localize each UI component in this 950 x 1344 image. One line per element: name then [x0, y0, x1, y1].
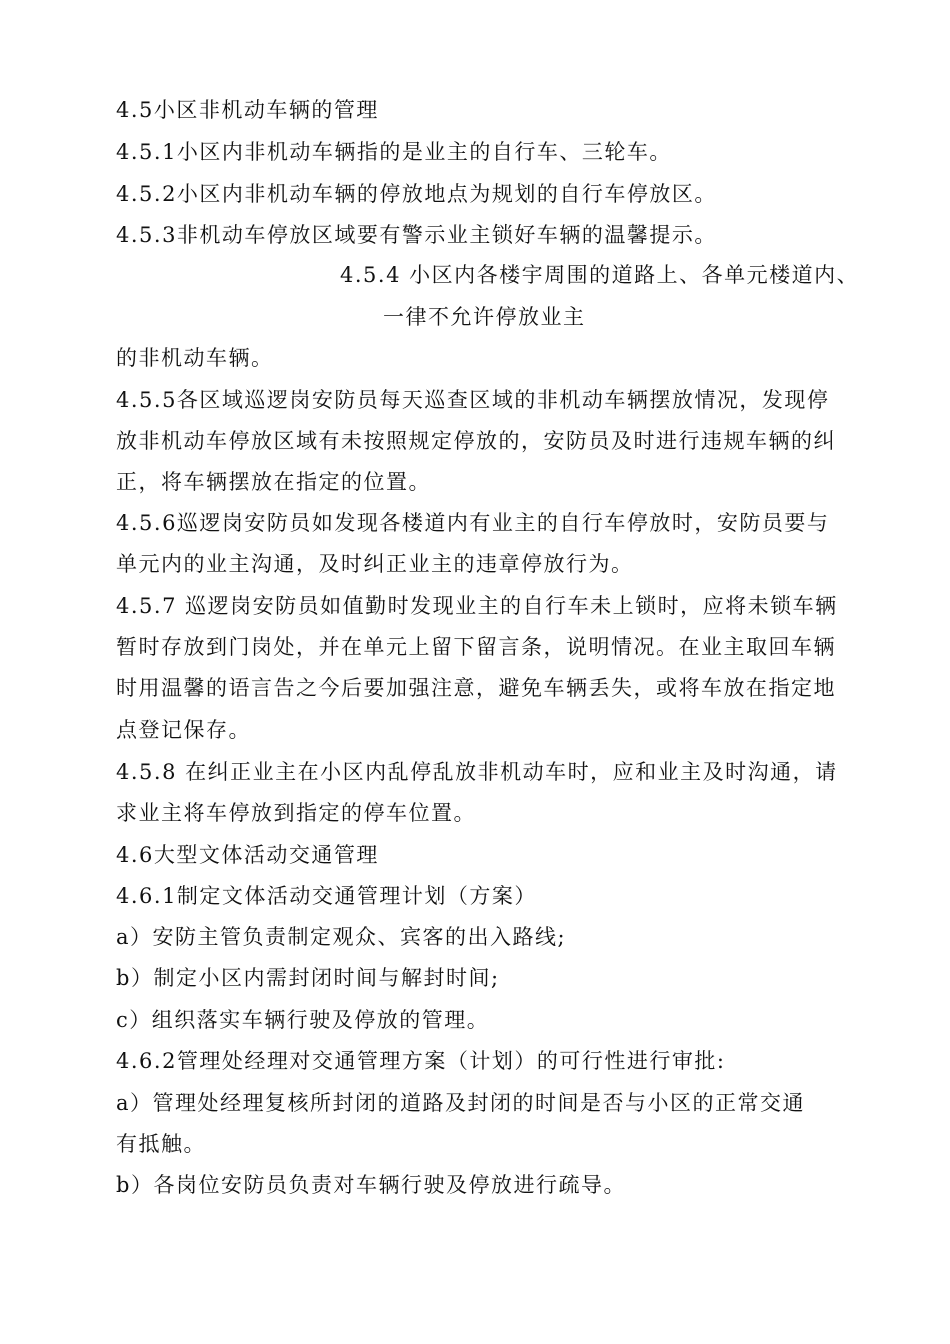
heading-4-6: 4.6大型文体活动交通管理	[116, 843, 379, 867]
paragraph-4-5-5-line-1: 4.5.5各区域巡逻岗安防员每天巡查区域的非机动车辆摆放情况，发现停	[116, 388, 830, 412]
paragraph-4-5-5-line-3: 正，将车辆摆放在指定的位置。	[116, 470, 431, 494]
paragraph-4-5-7-line-4: 点登记保存。	[116, 718, 251, 742]
paragraph-4-5-4-line-3: 的非机动车辆。	[116, 346, 274, 370]
paragraph-4-5-5-line-2: 放非机动车停放区域有未按照规定停放的，安防员及时进行违规车辆的纠	[116, 429, 836, 453]
paragraph-4-5-4-line-2: 一律不允许停放业主	[383, 305, 586, 329]
paragraph-4-5-8-line-2: 求业主将车停放到指定的停车位置。	[116, 801, 476, 825]
paragraph-4-5-4-line-1: 4.5.4 小区内各楼宇周围的道路上、各单元楼道内、	[340, 263, 860, 287]
list-item-a-2-line-1: a）管理处经理复核所封闭的道路及封闭的时间是否与小区的正常交通	[116, 1091, 806, 1115]
paragraph-4-5-1: 4.5.1小区内非机动车辆指的是业主的自行车、三轮车。	[116, 140, 672, 164]
paragraph-4-5-6-line-2: 单元内的业主沟通，及时纠正业主的违章停放行为。	[116, 552, 634, 576]
paragraph-4-5-7-line-2: 暂时存放到门岗处，并在单元上留下留言条，说明情况。在业主取回车辆	[116, 635, 836, 659]
heading-4-5: 4.5小区非机动车辆的管理	[116, 98, 379, 122]
paragraph-4-5-7-line-1: 4.5.7 巡逻岗安防员如值勤时发现业主的自行车未上锁时，应将未锁车辆	[116, 594, 838, 618]
list-item-b-2: b）各岗位安防员负责对车辆行驶及停放进行疏导。	[116, 1173, 626, 1197]
list-item-a-1: a）安防主管负责制定观众、宾客的出入路线;	[116, 925, 567, 949]
list-item-b-1: b）制定小区内需封闭时间与解封时间;	[116, 966, 500, 990]
paragraph-4-5-2: 4.5.2小区内非机动车辆的停放地点为规划的自行车停放区。	[116, 182, 717, 206]
list-item-a-2-line-2: 有抵触。	[116, 1132, 206, 1156]
paragraph-4-5-6-line-1: 4.5.6巡逻岗安防员如发现各楼道内有业主的自行车停放时，安防员要与	[116, 511, 830, 535]
paragraph-4-5-8-line-1: 4.5.8 在纠正业主在小区内乱停乱放非机动车时，应和业主及时沟通，请	[116, 760, 838, 784]
paragraph-4-5-3: 4.5.3非机动车停放区域要有警示业主锁好车辆的温馨提示。	[116, 223, 717, 247]
paragraph-4-6-1: 4.6.1制定文体活动交通管理计划（方案）	[116, 884, 537, 908]
paragraph-4-6-2: 4.6.2管理处经理对交通管理方案（计划）的可行性进行审批:	[116, 1049, 726, 1073]
paragraph-4-5-7-line-3: 时用温馨的语言告之今后要加强注意，避免车辆丢失，或将车放在指定地	[116, 676, 836, 700]
list-item-c-1: c）组织落实车辆行驶及停放的管理。	[116, 1008, 490, 1032]
